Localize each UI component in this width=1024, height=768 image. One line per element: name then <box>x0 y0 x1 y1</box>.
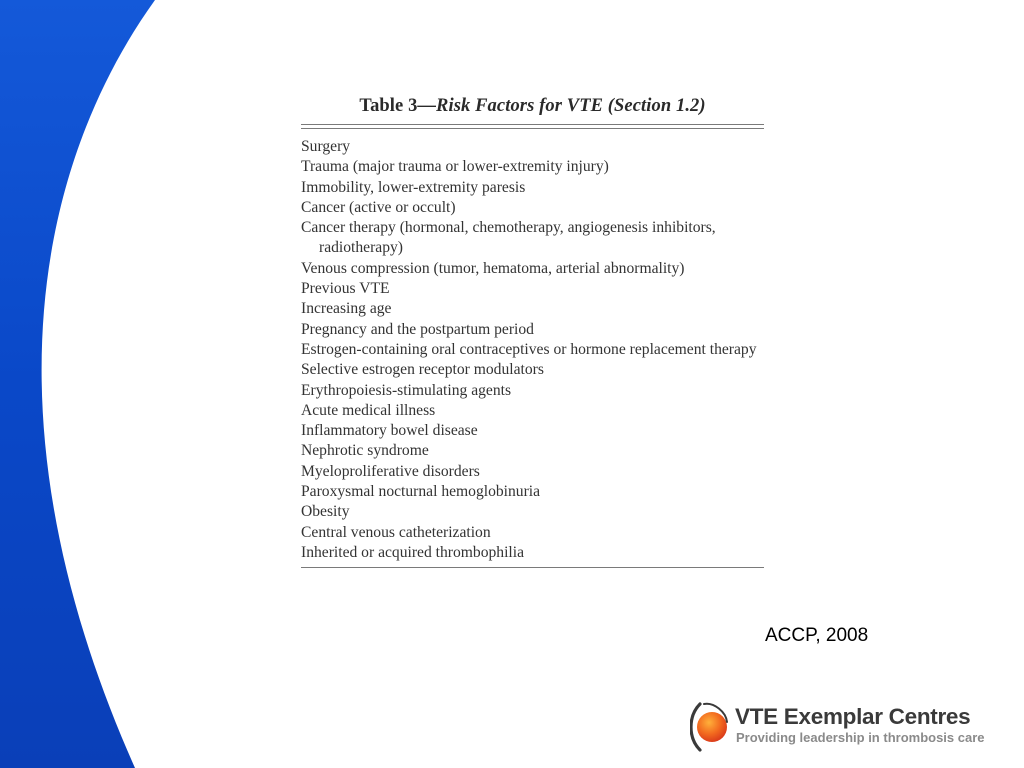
table-rows <box>301 137 764 563</box>
table-row: Surgery <box>301 138 351 155</box>
table-row: Selective estrogen receptor modulators <box>301 361 544 379</box>
table-bottom-rule <box>301 567 764 568</box>
vte-circle-icon <box>690 700 730 754</box>
table-row: Increasing age <box>301 300 392 318</box>
table-row: Erythropoiesis-stimulating agents <box>301 381 512 399</box>
table-row: Cancer therapy (hormonal, chemotherapy, angiogenesis inhibitors, radiotherapy) <box>301 219 716 257</box>
table-row: Trauma (major trauma or lower-extremity injury) <box>301 158 609 176</box>
table-row: Paroxysmal nocturnal hemoglobinuria <box>301 483 541 501</box>
table-row: Cancer (active or occult) <box>301 198 456 216</box>
citation-text: ACCP, 2008 <box>765 625 869 646</box>
table-row: Venous compression (tumor, hematoma, arterial abnormality) <box>301 259 685 277</box>
risk-factor-table <box>301 94 764 568</box>
vte-exemplar-logo <box>690 700 1000 754</box>
table-top-rule <box>301 124 764 129</box>
table-row: Inherited or acquired thrombophilia <box>301 543 525 561</box>
table-row: Myeloproliferative disorders <box>301 462 480 480</box>
table-title <box>301 94 764 120</box>
table-title-italic: Risk Factors for VTE (Section 1.2) <box>436 96 706 116</box>
table-title-prefix: Table 3— <box>359 96 437 116</box>
table-row: Estrogen-containing oral contraceptives or hormone replacement therapy <box>301 340 757 358</box>
table-row: Immobility, lower-extremity paresis <box>301 178 526 196</box>
table-row: Nephrotic syndrome <box>301 442 429 460</box>
table-row: Previous VTE <box>301 280 390 298</box>
logo-title: VTE Exemplar Centres <box>735 704 971 729</box>
table-row: Acute medical illness <box>301 401 436 419</box>
table-row: Pregnancy and the postpartum period <box>301 320 534 338</box>
table-row: Central venous catheterization <box>301 523 491 541</box>
logo-tagline: Providing leadership in thrombosis care <box>736 730 985 745</box>
table-row: Obesity <box>301 503 350 521</box>
table-row: Inflammatory bowel disease <box>301 422 478 440</box>
